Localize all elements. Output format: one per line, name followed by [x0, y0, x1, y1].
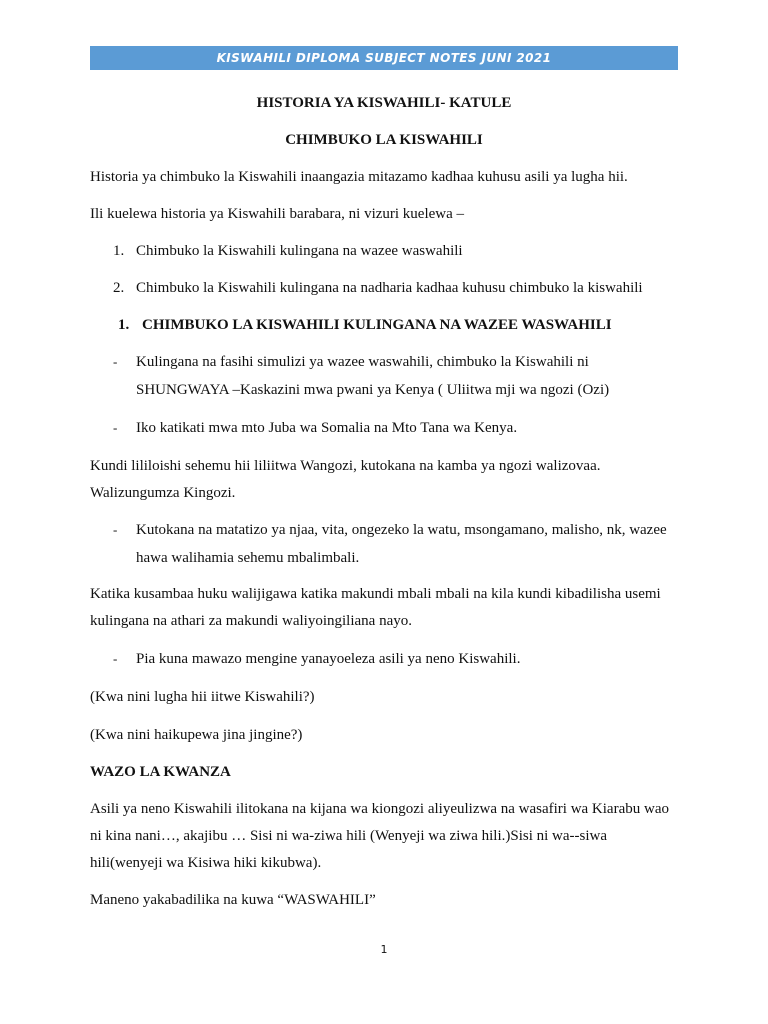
list-item-number: 2.	[113, 280, 125, 296]
list-item: Chimbuko la Kiswahili kulingana na wazee waswahili	[136, 243, 463, 259]
bullet-text: Iko katikati mwa mto Juba wa Somalia na Mto Tana wa Kenya.	[136, 420, 518, 436]
header-banner: KISWAHILI DIPLOMA SUBJECT NOTES JUNI 2021	[90, 46, 678, 70]
list-item: Chimbuko la Kiswahili kulingana na nadharia kadhaa kuhusu chimbuko la kiswahili	[136, 280, 643, 296]
document-title: HISTORIA YA KISWAHILI- KATULE	[256, 95, 512, 111]
bullet-dash: -	[113, 651, 118, 666]
bullet-dash: -	[113, 354, 118, 369]
bullet-text-line: Kulingana na fasihi simulizi ya wazee waswahili, chimbuko la Kiswahili ni	[136, 354, 589, 370]
list-item-number: 1.	[113, 243, 125, 259]
question-line: (Kwa nini haikupewa jina jingine?)	[90, 727, 303, 743]
section-heading: WAZO LA KWANZA	[90, 764, 231, 780]
paragraph-line: Asili ya neno Kiswahili ilitokana na kijana wa kiongozi aliyeulizwa na wasafiri wa Kiarabu wao	[90, 801, 669, 817]
document-subtitle: CHIMBUKO LA KISWAHILI	[285, 132, 483, 148]
paragraph-line: Walizungumza Kingozi.	[90, 485, 236, 501]
paragraph-line: kulingana na athari za makundi waliyoingiliana nayo.	[90, 613, 412, 629]
paragraph-final: Maneno yakabadilika na kuwa “WASWAHILI”	[90, 892, 376, 908]
paragraph-line: hili(wenyeji wa Kisiwa hiki kikubwa).	[90, 855, 322, 871]
bullet-dash: -	[113, 522, 118, 537]
paragraph-lead: Ili kuelewa historia ya Kiswahili barabara, ni vizuri kuelewa –	[90, 206, 465, 222]
paragraph-line: Katika kusambaa huku walijigawa katika makundi mbali mbali na kila kundi kibadilisha usemi	[90, 586, 661, 602]
paragraph-intro: Historia ya chimbuko la Kiswahili inaangazia mitazamo kadhaa kuhusu asili ya lugha hii.	[90, 169, 628, 185]
bullet-dash: -	[113, 420, 118, 435]
paragraph-line: ni kina nani…, akajibu … Sisi ni wa-ziwa hili (Wenyeji wa ziwa hili.)Sisi ni wa--siwa	[90, 828, 608, 844]
question-line: (Kwa nini lugha hii iitwe Kiswahili?)	[90, 689, 315, 705]
paragraph-line: Kundi lililoishi sehemu hii liliitwa Wangozi, kutokana na kamba ya ngozi walizovaa.	[90, 458, 601, 474]
section-heading: CHIMBUKO LA KISWAHILI KULINGANA NA WAZEE WASWAHILI	[142, 317, 612, 333]
bullet-text: Pia kuna mawazo mengine yanayoeleza asili ya neno Kiswahili.	[136, 651, 521, 667]
bullet-text-line: Kutokana na matatizo ya njaa, vita, ongezeko la watu, msongamano, malisho, nk, wazee	[136, 522, 667, 538]
page-number: 1	[380, 943, 388, 956]
section-heading-number: 1.	[118, 317, 130, 333]
bullet-text-line: hawa walihamia sehemu mbalimbali.	[136, 550, 360, 566]
bullet-text-line: SHUNGWAYA –Kaskazini mwa pwani ya Kenya ( Uliitwa mji wa ngozi (Ozi)	[136, 382, 610, 398]
